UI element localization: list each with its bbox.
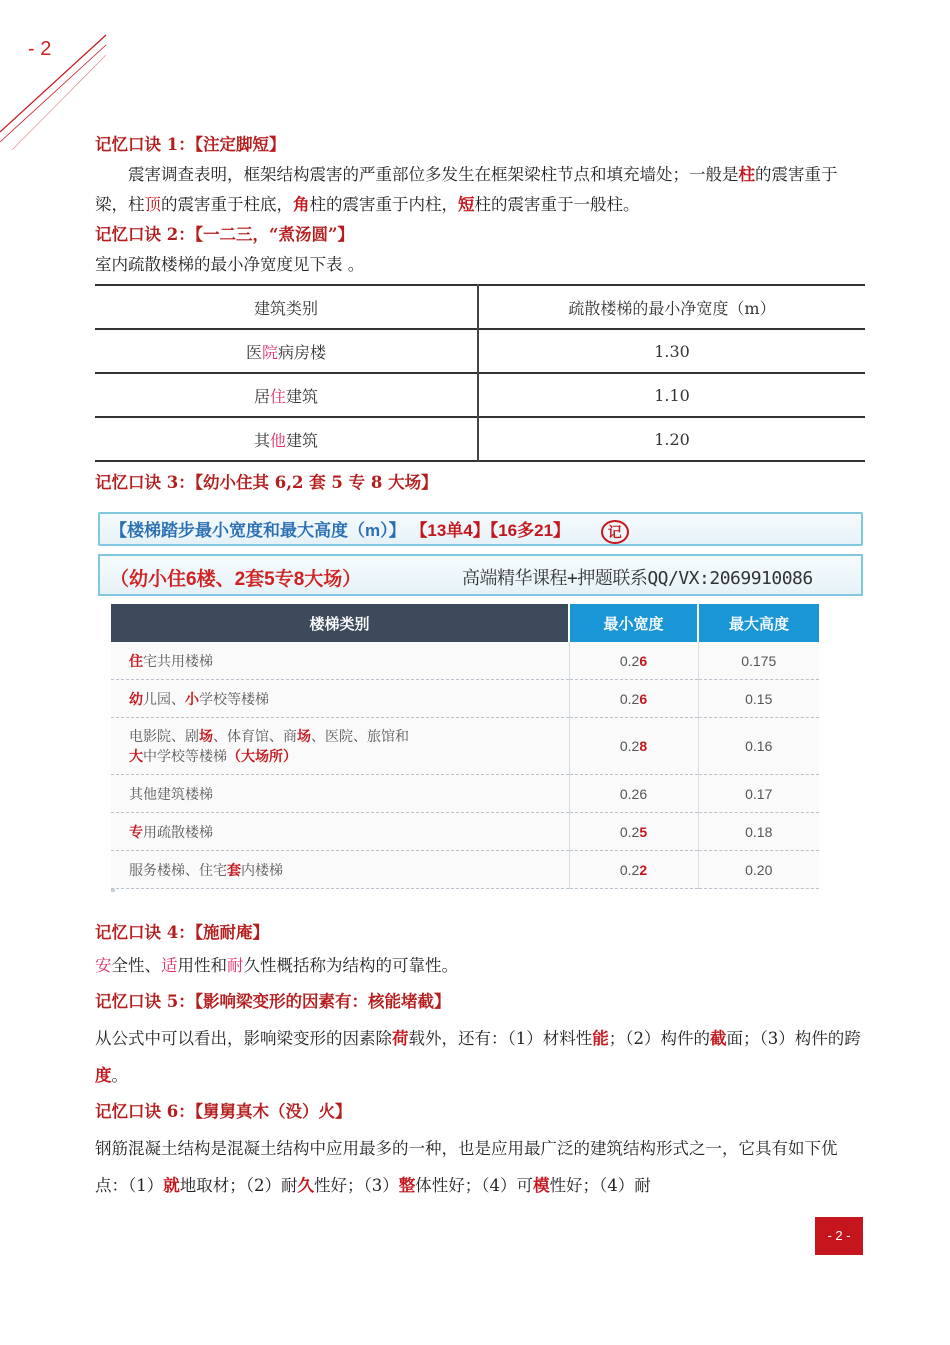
corner-decoration bbox=[0, 0, 120, 150]
mnemonic-label: 记忆口诀 2： bbox=[95, 225, 195, 244]
table-cell: 专用疏散楼梯 bbox=[111, 813, 569, 851]
mnemonic-title: 【一二三，“煮汤圆”】 bbox=[194, 225, 354, 244]
key-char: 顶 bbox=[144, 195, 161, 214]
stair-step-table bbox=[111, 604, 819, 889]
table-cell: 0.26 bbox=[569, 680, 698, 718]
table-cell: 服务楼梯、住宅套内楼梯 bbox=[111, 851, 569, 889]
figure-banner-mnemonic bbox=[98, 554, 863, 596]
table-cell: 0.22 bbox=[569, 851, 698, 889]
paragraph-4: 安全性、适用性和耐久性概括称为结构的可靠性。 bbox=[95, 956, 458, 975]
banner-mnemonic: （幼小住6楼、2套5专8大场） bbox=[110, 569, 362, 590]
document-body bbox=[95, 130, 865, 1204]
text: 震害调查表明，框架结构震害的严重部位多发生在框架梁柱节点和填充墙处；一般是 bbox=[128, 165, 739, 184]
mnemonic-label: 记忆口诀 1： bbox=[95, 135, 195, 154]
table-cell: 0.26 bbox=[569, 642, 698, 680]
table-cell: 1.20 bbox=[654, 429, 690, 449]
key-char: 角 bbox=[293, 195, 310, 214]
table-cell: 1.30 bbox=[654, 341, 690, 361]
key-char: 柱 bbox=[738, 165, 755, 184]
table-cell: 0.15 bbox=[698, 680, 819, 718]
page-number-top: - 2 bbox=[28, 38, 52, 60]
table-header-cell: 建筑类别 bbox=[95, 285, 478, 329]
table-row bbox=[95, 329, 865, 373]
mnemonic-1 bbox=[95, 130, 865, 160]
table-cell: 0.25 bbox=[569, 813, 698, 851]
table-cell: 0.17 bbox=[698, 775, 819, 813]
text: 柱的震害重于内柱， bbox=[309, 195, 458, 214]
table-cell: 0.18 bbox=[698, 813, 819, 851]
table-cell: 住宅共用楼梯 bbox=[111, 642, 569, 680]
table-row bbox=[111, 813, 819, 851]
table-cell: 0.28 bbox=[569, 718, 698, 775]
table-row bbox=[95, 373, 865, 417]
handwritten-note: 高端精华课程+押题联系QQ/VX:2069910086 bbox=[462, 568, 813, 589]
mnemonic-label: 记忆口诀 3： bbox=[95, 473, 195, 492]
mnemonic-title: 【幼小住其 6,2 套 5 专 8 大场】 bbox=[194, 473, 438, 492]
table-cell: 0.26 bbox=[569, 775, 698, 813]
table-cell: 0.20 bbox=[698, 851, 819, 889]
table-cell: 医院病房楼 bbox=[95, 329, 478, 373]
mnemonic-title: 【影响梁变形的因素有：核能堵截】 bbox=[194, 992, 451, 1011]
banner-title: 【楼梯踏步最小宽度和最大高度（m）】 bbox=[110, 521, 406, 540]
mnemonic-3 bbox=[95, 468, 865, 498]
table-cell: 居住建筑 bbox=[95, 373, 478, 417]
table-cell: 0.175 bbox=[698, 642, 819, 680]
table-row bbox=[111, 642, 819, 680]
table-header-row bbox=[95, 285, 865, 329]
mnemonic-label: 记忆口诀 6： bbox=[95, 1102, 195, 1121]
paragraph-6: 钢筋混凝土结构是混凝土结构中应用最多的一种，也是应用最广泛的建筑结构形式之一，它具有如下优点：（1）就地取材；（2）耐久性好；（3）整体性好；（4）可模性好；（4）耐 bbox=[95, 1139, 838, 1195]
page-number-badge: - 2 - bbox=[815, 1217, 863, 1255]
stair-width-table bbox=[95, 284, 865, 462]
table-cell: 幼儿园、小学校等楼梯 bbox=[111, 680, 569, 718]
mnemonic-6 bbox=[95, 1094, 865, 1130]
table-row bbox=[111, 680, 819, 718]
table-header-cell: 疏散楼梯的最小净宽度（m） bbox=[568, 298, 776, 318]
table-row bbox=[111, 851, 819, 889]
stair-step-figure bbox=[95, 512, 865, 904]
table-cell: 1.10 bbox=[654, 385, 690, 405]
table-cell: 电影院、剧场、体育馆、商场、医院、旅馆和 大中学校等楼梯（大场所） bbox=[111, 718, 569, 775]
table-cell: 0.16 bbox=[698, 718, 819, 775]
mnemonic-2 bbox=[95, 220, 865, 250]
mnemonic-title: 【施耐庵】 bbox=[194, 923, 269, 942]
text: 柱的震害重于一般柱。 bbox=[474, 195, 640, 214]
mnemonic-label: 记忆口诀 4： bbox=[95, 923, 195, 942]
table-header-cell: 楼梯类别 bbox=[111, 604, 569, 642]
key-char: 短 bbox=[458, 195, 475, 214]
memory-badge-icon: 记 bbox=[601, 520, 629, 544]
banner-rule: 【13单4】【16多21】 bbox=[410, 521, 571, 540]
paragraph-5: 从公式中可以看出，影响梁变形的因素除荷载外，还有：（1）材料性能；（2）构件的截面；（3）构件的跨度。 bbox=[95, 1029, 861, 1085]
figure-banner-title bbox=[98, 512, 863, 546]
table-header-cell: 最大高度 bbox=[698, 604, 819, 642]
mnemonic-title: 【注定脚短】 bbox=[194, 135, 286, 154]
table-cell: 其他建筑楼梯 bbox=[111, 775, 569, 813]
paragraph-1 bbox=[95, 160, 865, 220]
table-row bbox=[111, 775, 819, 813]
table-cell: 其他建筑 bbox=[95, 417, 478, 461]
mnemonic-4 bbox=[95, 918, 865, 948]
mnemonic-5 bbox=[95, 984, 865, 1020]
text: 的震害重于柱底， bbox=[161, 195, 293, 214]
table-row bbox=[111, 718, 819, 775]
mnemonic-title: 【舅舅真木（没）火】 bbox=[194, 1102, 352, 1121]
text: 的震害重于梁，柱 bbox=[95, 165, 838, 214]
mnemonic-label: 记忆口诀 5： bbox=[95, 992, 195, 1011]
table-header-row bbox=[111, 604, 819, 642]
table-row bbox=[95, 417, 865, 461]
paragraph-2: 室内疏散楼梯的最小净宽度见下表 。 bbox=[95, 255, 365, 274]
table-header-cell: 最小宽度 bbox=[569, 604, 698, 642]
